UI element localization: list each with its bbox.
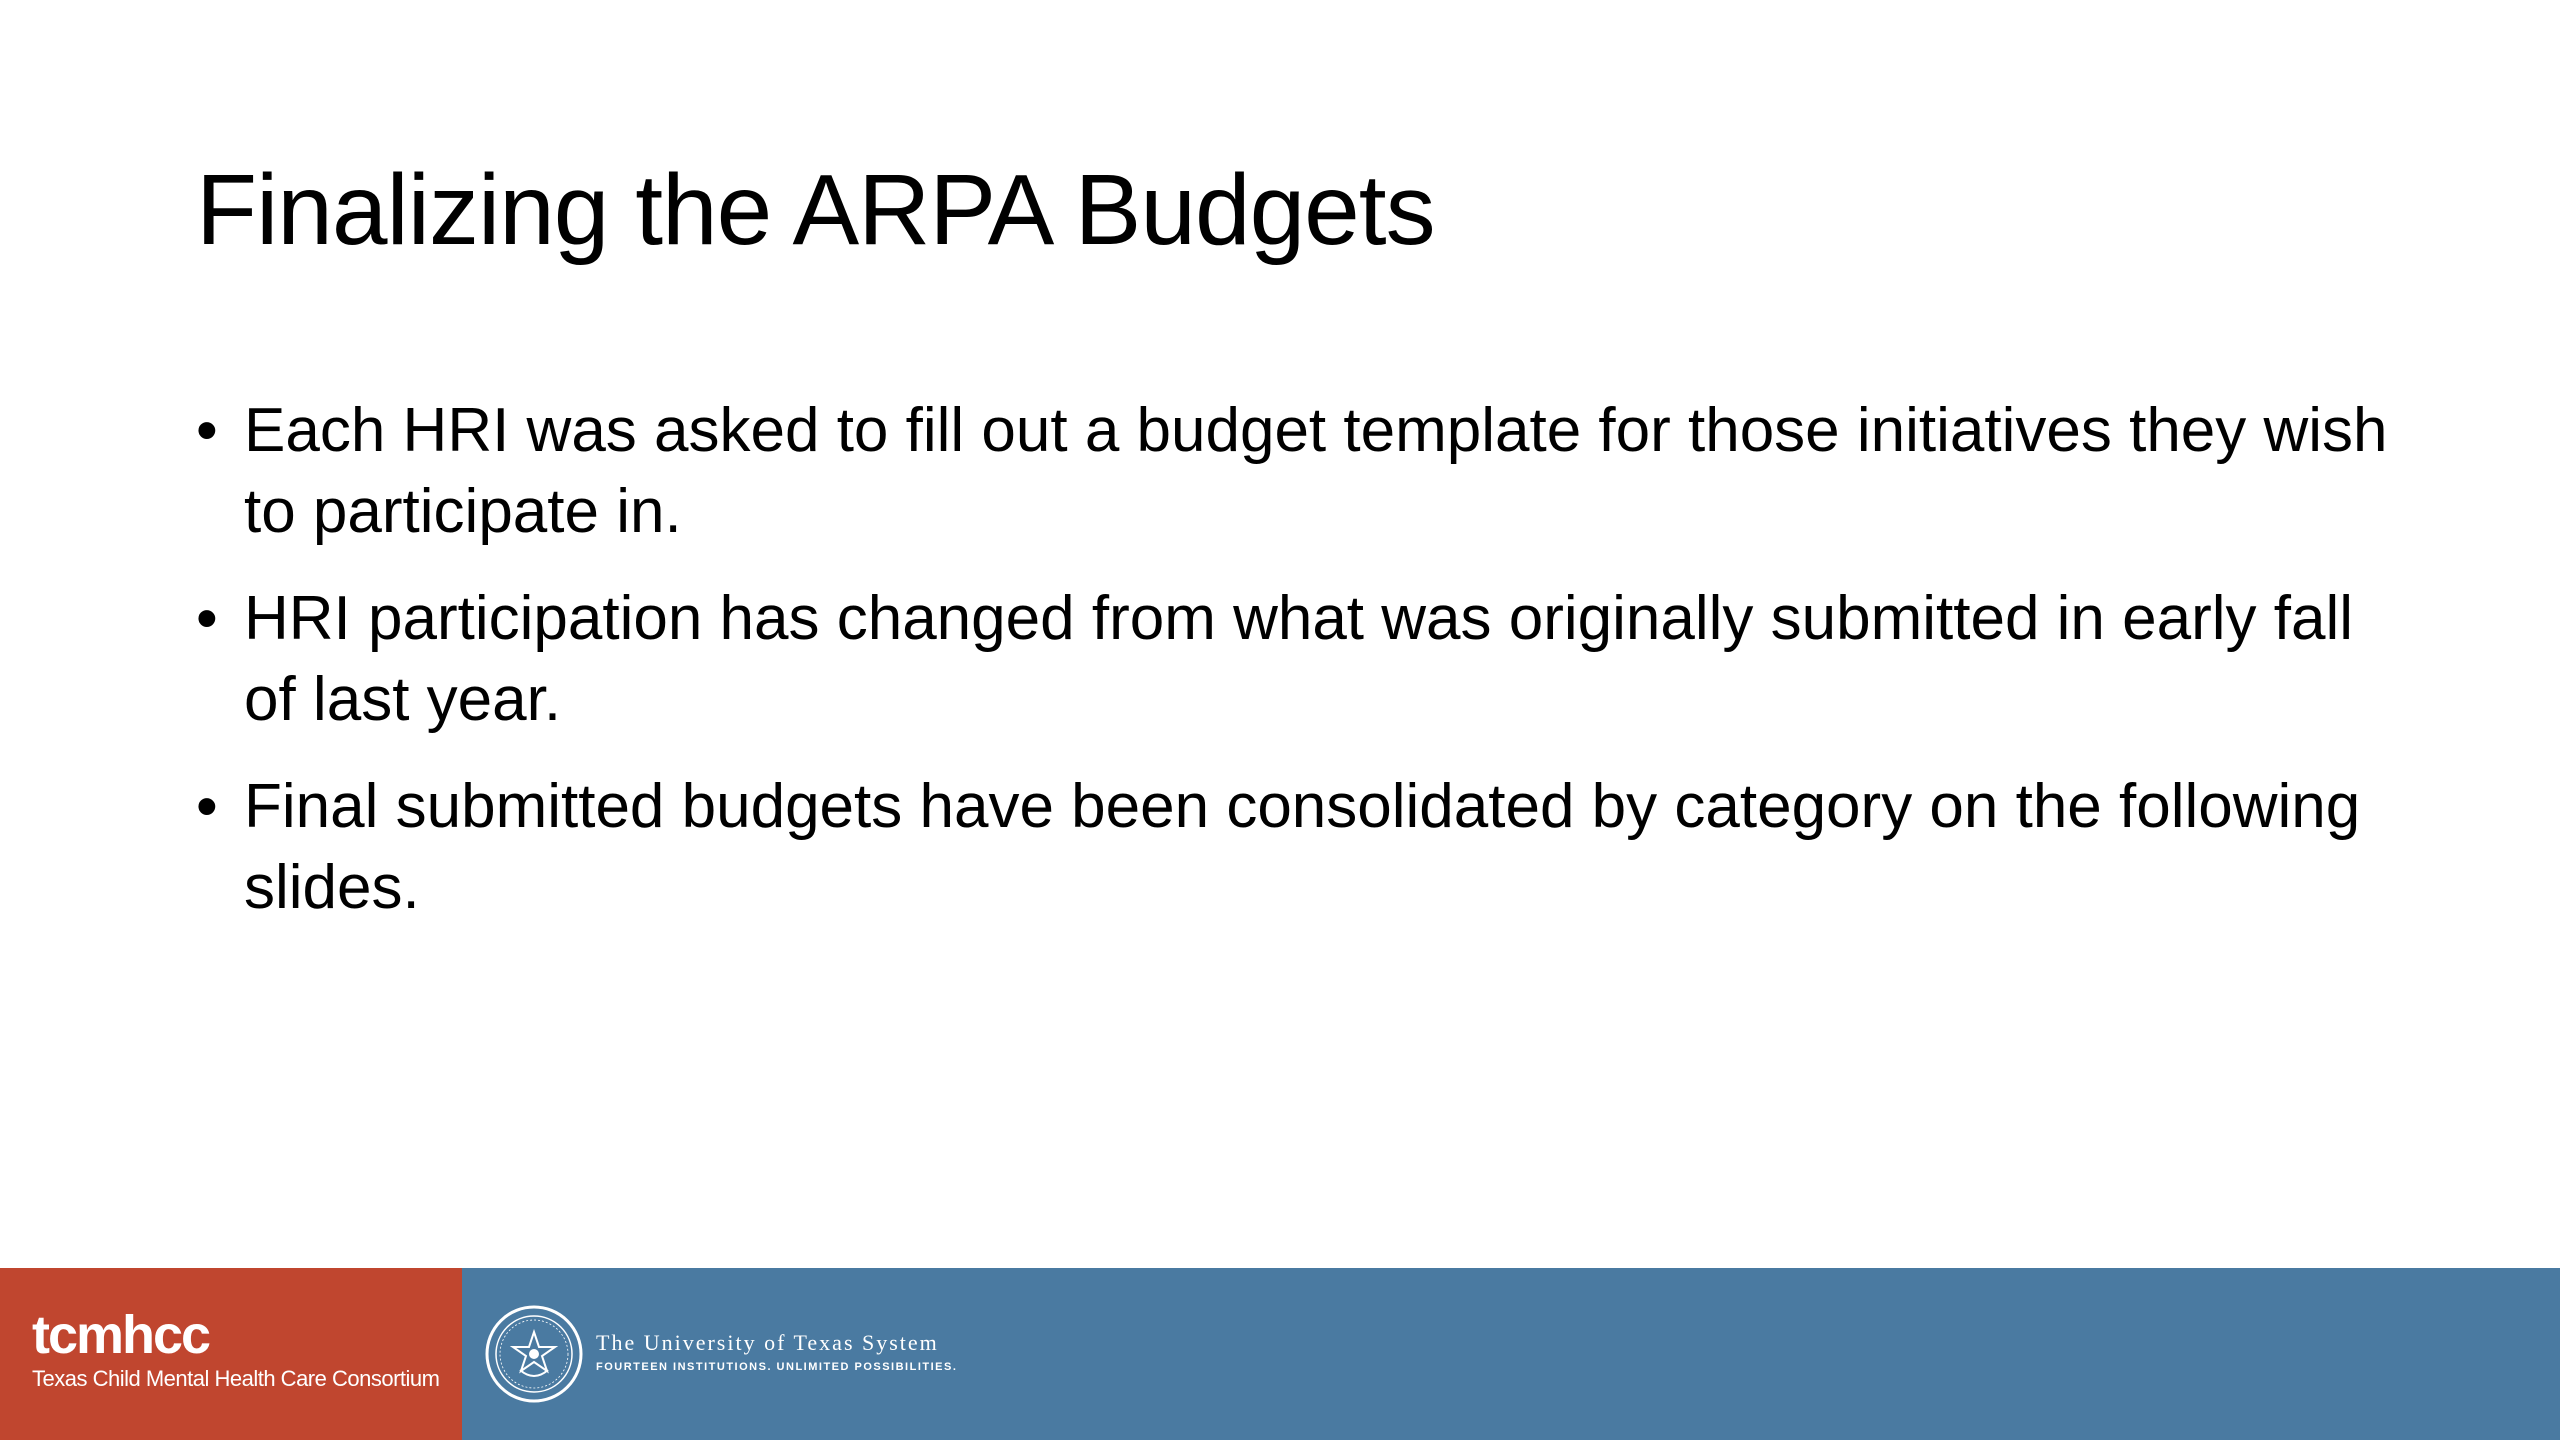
bullet-text: Each HRI was asked to fill out a budget template for those initiatives they wish to participate in.: [244, 396, 2388, 546]
bullet-list: [196, 390, 2396, 954]
bullet-text: HRI participation has changed from what was originally submitted in early fall of last year.: [244, 584, 2353, 734]
bullet-dot: •: [196, 772, 218, 841]
bullet-item: [196, 766, 2396, 928]
tcmhcc-tagline: Texas Child Mental Health Care Consortium: [32, 1366, 440, 1391]
slide-title: Finalizing the ARPA Budgets: [196, 154, 1435, 266]
bullet-text: Final submitted budgets have been consolidated by category on the following slides.: [244, 772, 2361, 922]
ut-system-brand-block: [462, 1268, 2560, 1440]
tcmhcc-brand-block: [0, 1268, 462, 1440]
footer-banner: [0, 1268, 2560, 1440]
bullet-dot: •: [196, 584, 218, 653]
ut-system-motto: FOURTEEN INSTITUTIONS. UNLIMITED POSSIBILITIES.: [596, 1361, 958, 1373]
bullet-item: [196, 578, 2396, 740]
bullet-dot: •: [196, 396, 218, 465]
tcmhcc-logo: tcmhcc: [32, 1305, 210, 1365]
bullet-item: [196, 390, 2396, 552]
ut-system-seal-icon: [484, 1304, 584, 1404]
ut-system-name: The University of Texas System: [596, 1330, 939, 1355]
